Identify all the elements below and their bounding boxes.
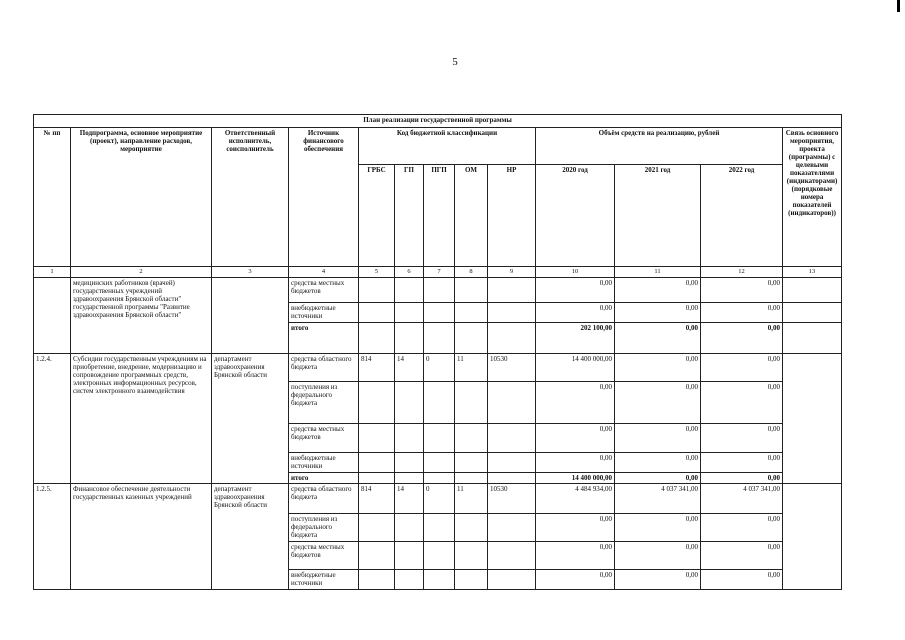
value-2022: 0,00	[701, 473, 783, 484]
program-cell: Финансовое обеспечение деятельности государственных казенных учреждений	[71, 484, 212, 590]
value-2021: 4 037 341,00	[615, 484, 701, 514]
col-number: 3	[212, 267, 289, 278]
scan-edge-mark	[897, 0, 900, 12]
table-row	[34, 354, 842, 382]
col-number: 11	[615, 267, 701, 278]
col-number: 6	[395, 267, 424, 278]
value-2020: 0,00	[536, 278, 615, 303]
value-2021: 0,00	[615, 570, 701, 590]
value-2020: 4 484 934,00	[536, 484, 615, 514]
row-number: 1.2.4.	[34, 354, 71, 484]
header-om: ОМ	[455, 165, 488, 267]
col-number: 4	[289, 267, 359, 278]
value-2020: 14 400 000,00	[536, 354, 615, 382]
header-gp: ГП	[395, 165, 424, 267]
value-2022: 0,00	[701, 570, 783, 590]
header-volume: Объём средств на реализацию, рублей	[536, 128, 783, 165]
header-link: Связь основного мероприятия, проекта (программы) с целевыми показателями (индикаторами) (порядковые номера показателей (индикаторов))	[783, 128, 842, 267]
pgp-cell: 0	[424, 484, 455, 514]
col-number: 1	[34, 267, 71, 278]
header-source: Источник финансового обеспечения	[289, 128, 359, 267]
value-2021: 0,00	[615, 542, 701, 570]
col-number: 7	[424, 267, 455, 278]
source-cell: средства местных бюджетов	[289, 424, 359, 453]
program-plan-table	[33, 114, 842, 590]
value-2020: 0,00	[536, 303, 615, 323]
header-2022: 2022 год	[701, 165, 783, 267]
value-2021: 0,00	[615, 453, 701, 473]
value-2021: 0,00	[615, 303, 701, 323]
om-cell: 11	[455, 484, 488, 514]
value-2022: 0,00	[701, 542, 783, 570]
source-cell: внебюджетные источники	[289, 453, 359, 473]
value-2022: 0,00	[701, 278, 783, 303]
source-cell: средства областного бюджета	[289, 354, 359, 382]
value-2022: 0,00	[701, 453, 783, 473]
header-2021: 2021 год	[615, 165, 701, 267]
nr-cell: 10530	[488, 484, 536, 514]
header-nr: НР	[488, 165, 536, 267]
col-number: 12	[701, 267, 783, 278]
grbs-cell: 814	[359, 354, 395, 382]
value-2020: 0,00	[536, 514, 615, 542]
program-cell: Субсидии государственным учреждениям на приобретение, внедрение, модернизацию и сопровождение программных средств, электронных информационных ресурсов, систем электронного взаимодействия	[71, 354, 212, 484]
source-cell: поступления из федерального бюджета	[289, 514, 359, 542]
value-2021: 0,00	[615, 473, 701, 484]
header-2020: 2020 год	[536, 165, 615, 267]
source-cell: средства местных бюджетов	[289, 542, 359, 570]
source-cell: итого	[289, 323, 359, 354]
col-number: 2	[71, 267, 212, 278]
col-number: 10	[536, 267, 615, 278]
executor-cell: департамент здравоохранения Брянской области	[212, 354, 289, 484]
value-2020: 0,00	[536, 570, 615, 590]
table-row	[34, 278, 842, 303]
value-2020: 0,00	[536, 453, 615, 473]
row-number: 1.2.5.	[34, 484, 71, 590]
source-cell: внебюджетные источники	[289, 303, 359, 323]
value-2022: 0,00	[701, 514, 783, 542]
value-2022: 0,00	[701, 424, 783, 453]
pgp-cell: 0	[424, 354, 455, 382]
table-row	[34, 484, 842, 514]
value-2022: 0,00	[701, 303, 783, 323]
col-number: 13	[783, 267, 842, 278]
source-cell: средства областного бюджета	[289, 484, 359, 514]
value-2021: 0,00	[615, 382, 701, 424]
source-cell: средства местных бюджетов	[289, 278, 359, 303]
value-2020: 0,00	[536, 424, 615, 453]
value-2020: 0,00	[536, 382, 615, 424]
header-no: № пп	[34, 128, 71, 267]
value-2021: 0,00	[615, 424, 701, 453]
value-2020: 0,00	[536, 542, 615, 570]
header-pgp: ПГП	[424, 165, 455, 267]
header-grbs: ГРБС	[359, 165, 395, 267]
value-2020: 202 100,00	[536, 323, 615, 354]
source-cell: поступления из федерального бюджета	[289, 382, 359, 424]
value-2021: 0,00	[615, 514, 701, 542]
table-title: План реализации государственной программы	[34, 115, 842, 128]
gp-cell: 14	[395, 484, 424, 514]
nr-cell: 10530	[488, 354, 536, 382]
header-budget-code: Код бюджетной классификации	[359, 128, 536, 165]
gp-cell: 14	[395, 354, 424, 382]
value-2022: 0,00	[701, 354, 783, 382]
col-number: 8	[455, 267, 488, 278]
value-2021: 0,00	[615, 323, 701, 354]
program-cell: медицинских работников (врачей) государственных учреждений здравоохранения Брянской области" государственной программы "Развитие здравоохранения Брянской области"	[71, 278, 212, 354]
value-2022: 4 037 341,00	[701, 484, 783, 514]
value-2022: 0,00	[701, 382, 783, 424]
value-2020: 14 400 000,00	[536, 473, 615, 484]
col-number: 5	[359, 267, 395, 278]
source-cell: итого	[289, 473, 359, 484]
col-number: 9	[488, 267, 536, 278]
value-2021: 0,00	[615, 278, 701, 303]
value-2022: 0,00	[701, 323, 783, 354]
value-2021: 0,00	[615, 354, 701, 382]
executor-cell: департамент здравоохранения Брянской области	[212, 484, 289, 590]
header-program: Подпрограмма, основное мероприятие (проект), направление расходов, мероприятие	[71, 128, 212, 267]
source-cell: внебюджетные источники	[289, 570, 359, 590]
grbs-cell: 814	[359, 484, 395, 514]
header-executor: Ответственный исполнитель, соисполнитель	[212, 128, 289, 267]
page-number: 5	[452, 56, 458, 68]
om-cell: 11	[455, 354, 488, 382]
